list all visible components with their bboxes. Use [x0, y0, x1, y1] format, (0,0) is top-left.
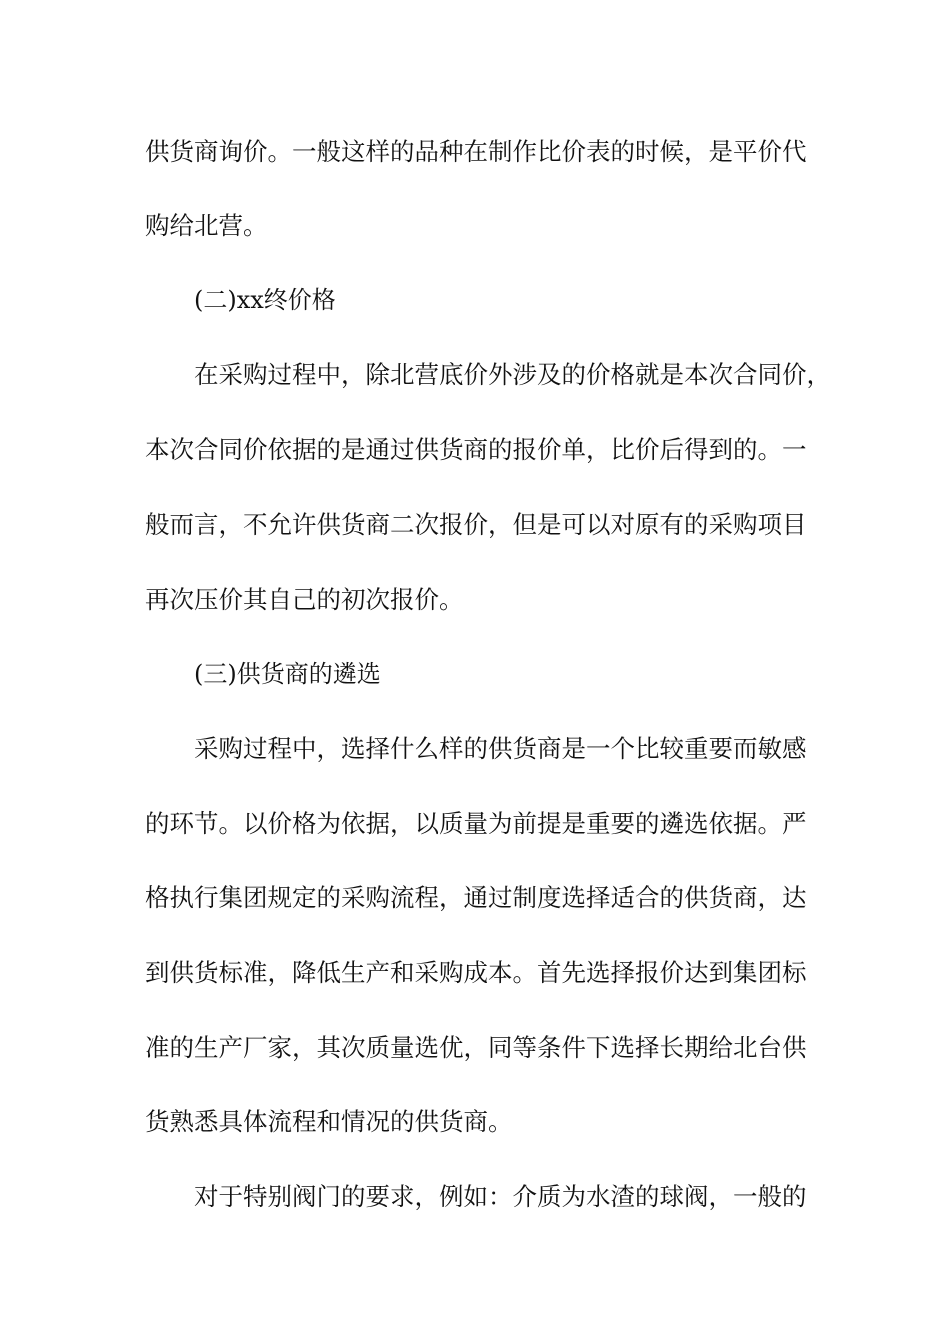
section-heading: (三)供货商的遴选	[194, 660, 381, 688]
paragraph-line: 的环节。以价格为依据，以质量为前提是重要的遴选依据。严	[145, 809, 807, 838]
paragraph-line: 对于特别阀门的要求，例如：介质为水渣的球阀，一般的	[194, 1182, 807, 1211]
paragraph-line: 供货商询价。一般这样的品种在制作比价表的时候，是平价代	[145, 137, 807, 166]
paragraph-line: 购给北营。	[145, 211, 268, 240]
paragraph-line: 格执行集团规定的采购流程，通过制度选择适合的供货商，达	[145, 883, 807, 912]
paragraph-line: 到供货标准，降低生产和采购成本。首先选择报价达到集团标	[145, 958, 807, 987]
paragraph-line: 货熟悉具体流程和情况的供货商。	[145, 1107, 513, 1136]
paragraph-line: 准的生产厂家，其次质量选优，同等条件下选择长期给北台供	[145, 1033, 807, 1062]
paragraph-line: 本次合同价依据的是通过供货商的报价单，比价后得到的。一	[145, 435, 807, 464]
paragraph-line: 采购过程中，选择什么样的供货商是一个比较重要而敏感	[194, 734, 807, 763]
section-heading: (二)xx终价格	[194, 286, 336, 314]
paragraph-line: 在采购过程中，除北营底价外涉及的价格就是本次合同价，	[194, 360, 831, 389]
paragraph-line: 般而言，不允许供货商二次报价，但是可以对原有的采购项目	[145, 510, 807, 539]
paragraph-line: 再次压价其自己的初次报价。	[145, 585, 464, 614]
